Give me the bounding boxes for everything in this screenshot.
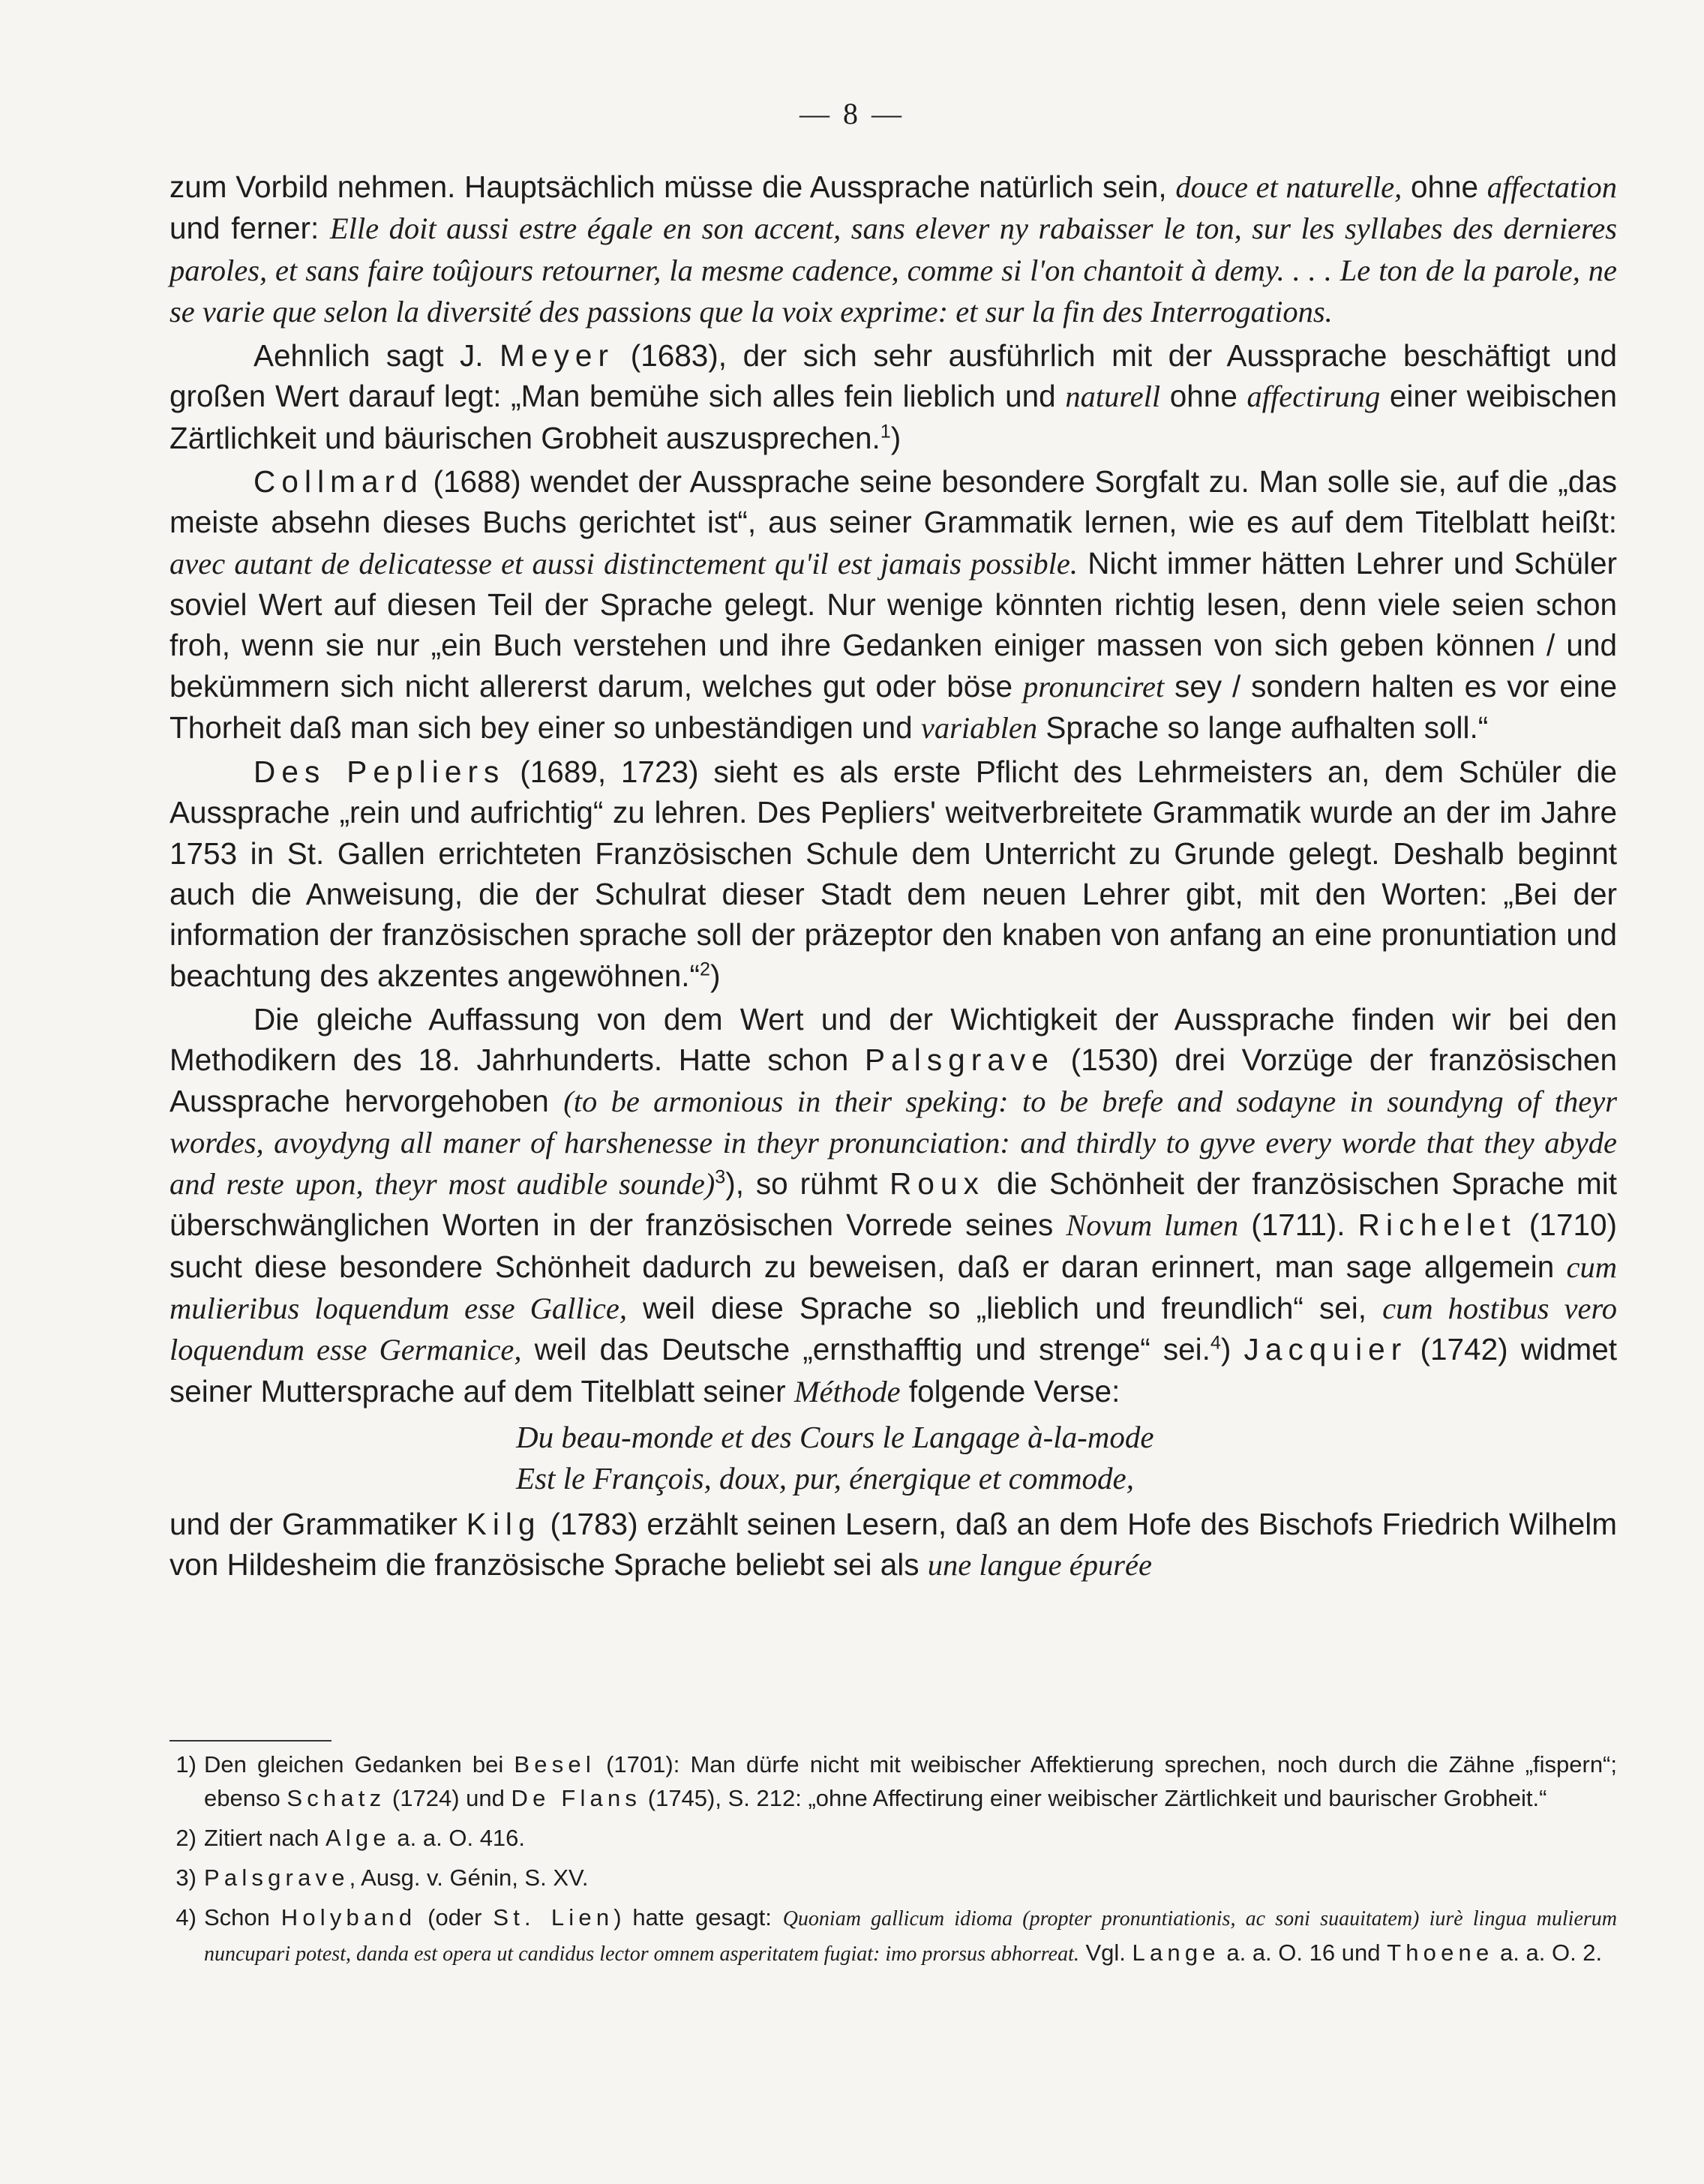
footnote-ref: 1 <box>880 421 891 442</box>
italic-run: cum mulieribus loquendum esse Gallice, <box>170 1250 1617 1326</box>
text-run: die Schönheit der französischen Sprache mit überschwänglichen Worten in der französischen Vorrede seines <box>170 1166 1617 1243</box>
paragraph <box>170 335 1617 458</box>
text-run: sey / sondern halten es vor eine Thorheit daß man sich bey einer so unbeständigen und <box>170 668 1617 745</box>
italic-run: Novum lumen <box>1066 1208 1239 1243</box>
text-run: weil diese Sprache so „lieblich und freundlich“ sei, <box>626 1291 1383 1326</box>
text-run: ) <box>710 958 721 993</box>
spaced-name: Kilg <box>466 1506 542 1541</box>
text-run: (1711). <box>1238 1208 1358 1243</box>
footnote-ref: 3 <box>715 1166 726 1188</box>
footnote <box>170 1861 1617 1894</box>
italic-run: pronunciret <box>1022 669 1165 704</box>
footnote-ref: 2 <box>700 958 710 980</box>
footnote-number: 1) <box>176 1751 196 1778</box>
closing-paragraph <box>170 1504 1617 1586</box>
italic-run: variablen <box>920 710 1038 745</box>
spaced-name: Collmard <box>254 464 424 500</box>
footnote <box>170 1900 1617 1971</box>
footnote-number: 3) <box>176 1864 196 1891</box>
paragraph <box>170 461 1617 748</box>
text-run: (1701): Man dürfe nicht mit weibischer Affektierung sprechen, noch durch die Zähne „fispern“; ebenso <box>204 1751 1617 1811</box>
text-run: und ferner: <box>170 211 330 246</box>
text-run: Aehnlich sagt J. <box>254 338 500 374</box>
text-run: ), so rühmt <box>725 1166 890 1202</box>
footnote <box>170 1748 1617 1815</box>
spaced-name: Lange <box>1132 1940 1220 1966</box>
paragraph <box>170 752 1617 996</box>
text-run: a. a. O. 2. <box>1493 1940 1603 1966</box>
spaced-name: De Flans <box>511 1785 642 1811</box>
footnote-text <box>204 1821 1617 1855</box>
italic-run: une langue épurée <box>927 1548 1152 1582</box>
spaced-name: Alge <box>325 1825 391 1851</box>
text-run: (oder <box>416 1904 494 1930</box>
text-run: (1688) wendet der Aussprache seine besondere Sorgfalt zu. Man solle sie, auf die „das meiste absehn dieses Buchs gerichtet ist“, aus seiner Grammatik lernen, wie es auf dem Titelblatt heißt: <box>170 464 1617 540</box>
verse-line: Du beau-monde et des Cours le Langage à-la-mode <box>516 1419 1154 1454</box>
italic-run: avec autant de delicatesse et aussi distinctement qu'il est jamais possible. <box>170 546 1078 580</box>
text-run: Vgl. <box>1078 1940 1132 1966</box>
spaced-name: Thoene <box>1387 1940 1494 1966</box>
italic-run: affectation <box>1486 170 1617 204</box>
verse-line: Est le François, doux, pur, énergique et commode, <box>516 1460 1135 1496</box>
spaced-name: Palsgrave <box>204 1864 350 1891</box>
footnote-number: 4) <box>176 1904 196 1930</box>
italic-run: Quoniam gallicum idioma (propter pronuntiationis, ac soni suauitatem) iurè lingua mulierum nuncupari potest, danda est opera ut candidus lector omnem asperitatem fugiat: imo prorsus abhorreat. <box>204 1907 1617 1966</box>
footnote-text <box>204 1900 1617 1971</box>
spaced-name: Palsgrave <box>865 1042 1054 1078</box>
italic-run: (to be armonious in their speking: to be brefe and sodayne in soundyng of theyr wordes, avoydyng all maner of harshenesse in theyr pronunciation: and thirdly to gyve every worde that they abyde and reste upon, theyr most audible sounde) <box>170 1084 1617 1202</box>
italic-run: cum hostibus vero loquendum esse Germanice, <box>170 1292 1618 1367</box>
text-run: Nicht immer hätten Lehrer und Schüler soviel Wert auf diesen Teil der Sprache gelegt. Nur wenige könnten richtig lesen, denn viele seien schon froh, wenn sie nur „ein Buch verstehen und ihre Gedanken einiger massen von sich geben können / und bekümmern sich nicht allererst darum, welches gut oder böse <box>170 545 1617 704</box>
text-run: (1745), S. 212: „ohne Affectirung einer weibischer Zärtlichkeit und baurischer Grobheit.“ <box>641 1785 1547 1811</box>
paragraph-list <box>170 166 1617 1412</box>
text-run: Zitiert nach <box>204 1825 326 1851</box>
spaced-name: Besel <box>514 1751 596 1778</box>
spaced-name: Roux <box>890 1166 986 1202</box>
spaced-name: Holyband <box>280 1904 417 1930</box>
spaced-name: Jacquier <box>1244 1332 1408 1367</box>
text-run: (1689, 1723) sieht es als erste Pflicht des Lehrmeisters an, dem Schüler die Aussprache „rein und aufrichtig“ zu lehren. Des Pepliers' weitverbreitete Grammatik wurde an der im Jahre 1753 in St. Gallen errichteten Französischen Schule dem Unterricht zu Grunde gelegt. Deshalb beginnt auch die Anweisung, die der Schulrat dieser Stadt dem neuen Lehrer gibt, mit den Worten: „Bei der information der französischen sprache soll der präzeptor den knaben von anfang an eine pronuntiation und beachtung des akzentes angewöhnen.“ <box>170 754 1618 993</box>
footnote-number: 2) <box>176 1825 196 1851</box>
main-text <box>170 166 1617 1586</box>
text-run: (1783) erzählt seinen Lesern, daß an dem Hofe des Bischofs Friedrich Wilhelm von Hildesheim die französische Sprache beliebt sei als <box>170 1506 1618 1582</box>
footnote-ref: 4 <box>1210 1332 1221 1354</box>
text-run: (1683), der sich sehr ausführlich mit der Aussprache beschäftigt und großen Wert darauf legt: „Man bemühe sich alles fein lieblich und <box>170 338 1617 414</box>
text-run: folgende Verse: <box>900 1373 1120 1408</box>
footnote-text <box>204 1748 1617 1815</box>
text-run: , Ausg. v. Génin, S. XV. <box>349 1864 589 1891</box>
text-run: ohne <box>1402 170 1487 204</box>
text-run: ) <box>890 420 902 455</box>
text-run: (1742) widmet seiner Muttersprache auf dem Titelblatt seiner <box>170 1332 1618 1408</box>
text-run: Die gleiche Auffassung von dem Wert und der Wichtigkeit der Aussprache finden wir bei den Methodikern des 18. Jahrhunderts. Hatte schon <box>170 1001 1617 1078</box>
text-run: a. a. O. 16 und <box>1220 1940 1388 1966</box>
footnote <box>170 1821 1617 1855</box>
verse-quotation <box>516 1417 1617 1499</box>
spaced-name: St. Lien <box>493 1904 614 1930</box>
italic-run: Méthode <box>794 1374 901 1408</box>
page-number: — 8 — <box>800 97 904 130</box>
spaced-name: Richelet <box>1358 1208 1516 1243</box>
text-run: Den gleichen Gedanken bei <box>204 1751 514 1778</box>
footnotes <box>170 1748 1617 1971</box>
text-run: Sprache so lange aufhalten soll.“ <box>1037 710 1489 745</box>
text-run: weil das Deutsche „ernsthafftig und strenge“ sei. <box>521 1332 1210 1367</box>
italic-run: Elle doit aussi estre égale en son accent, sans elever ny rabaisser le ton, sur les syllabes des dernieres paroles, et sans faire toûjours retourner, la mesme cadence, comme si l'on chantoit à demy. . . . Le ton de la parole, ne se varie que selon la diversité des passions que la voix exprime: et sur la fin des Interrogations. <box>170 212 1617 328</box>
italic-run: affectirung <box>1246 380 1381 414</box>
footnote-separator <box>170 1740 332 1742</box>
italic-run: douce et naturelle, <box>1175 170 1402 204</box>
text-run: Schon <box>204 1904 281 1930</box>
text-run: zum Vorbild nehmen. Hauptsächlich müsse die Aussprache natürlich sein, <box>170 170 1176 204</box>
text-run: (1724) und <box>386 1785 512 1811</box>
paragraph <box>170 999 1617 1412</box>
text-run: ) <box>1220 1332 1244 1367</box>
spaced-name: Schatz <box>286 1785 386 1811</box>
spaced-name: Meyer <box>500 338 615 374</box>
text-run: ) hatte gesagt: <box>614 1904 783 1930</box>
text-run: einer weibischen Zärtlichkeit und bäurischen Grobheit auszusprechen. <box>170 379 1617 455</box>
text-run: (1710) sucht diese besondere Schönheit dadurch zu beweisen, daß er daran erinnert, man sage allgemein <box>170 1208 1618 1284</box>
text-run: und der Grammatiker <box>170 1506 466 1541</box>
italic-run: naturell <box>1065 380 1161 414</box>
spaced-name: Des Pepliers <box>254 754 506 790</box>
footnote-text <box>204 1861 1617 1894</box>
text-run: (1530) drei Vorzüge der französischen Aussprache hervorgehoben <box>170 1042 1617 1118</box>
text-run: ohne <box>1160 379 1247 414</box>
text-run: a. a. O. 416. <box>390 1825 526 1851</box>
paragraph <box>170 166 1617 332</box>
